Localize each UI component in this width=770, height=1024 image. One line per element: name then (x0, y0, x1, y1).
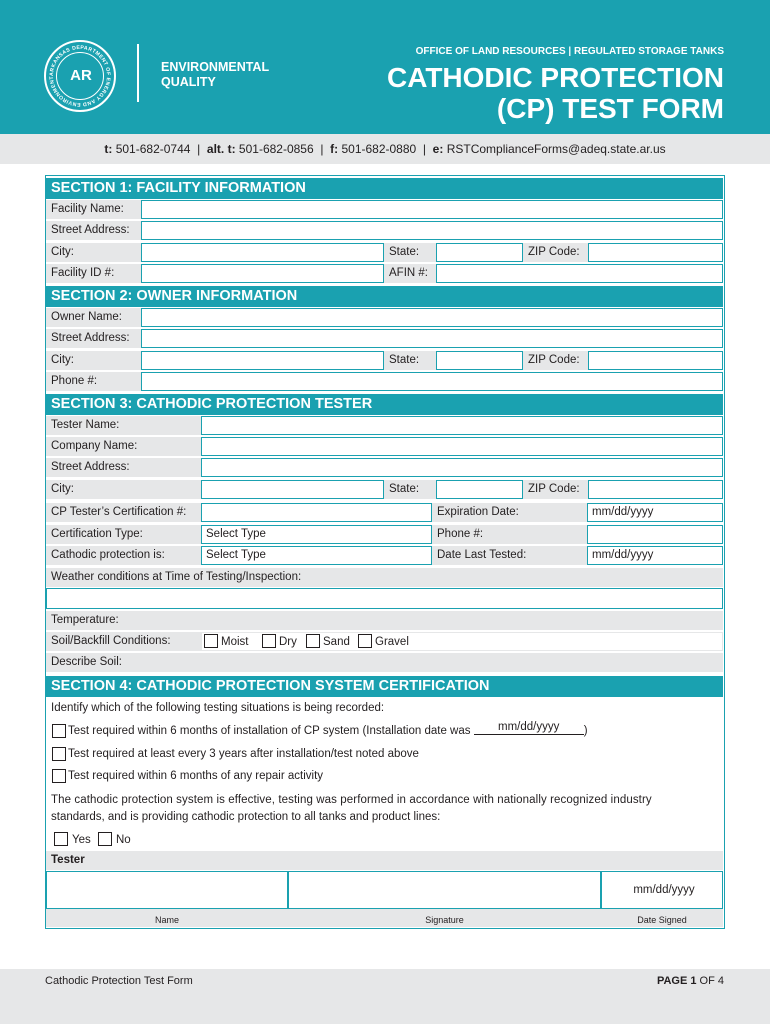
tester-signature-field[interactable] (288, 871, 601, 909)
form-title-line2: (CP) TEST FORM (496, 93, 724, 124)
page-total: OF 4 (699, 975, 724, 987)
tester-name-field[interactable] (201, 416, 723, 435)
owner-phone-label: Phone #: (46, 372, 141, 391)
facility-zip-field[interactable] (588, 243, 723, 262)
cert-type-select[interactable]: Select Type (201, 525, 432, 544)
contact-separator: | (197, 142, 201, 156)
soil-moist-label: Moist (221, 636, 249, 648)
tester-state-label: State: (384, 480, 436, 499)
cp-is-select[interactable]: Select Type (201, 546, 432, 565)
email-value[interactable]: RSTComplianceForms@adeq.state.ar.us (446, 142, 666, 156)
weather-label: Weather conditions at Time of Testing/Inspection: (46, 568, 723, 587)
date-signed-caption: Date Signed (637, 915, 687, 925)
facility-city-field[interactable] (141, 243, 384, 262)
date-signed-field[interactable]: mm/dd/yyyy (601, 871, 723, 909)
footer-form-name: Cathodic Protection Test Form (45, 975, 193, 987)
tester-state-field[interactable] (436, 480, 523, 499)
owner-city-label: City: (46, 351, 141, 370)
soil-dry-label: Dry (279, 636, 297, 648)
describe-soil-label: Describe Soil: (46, 653, 723, 672)
soil-gravel-label: Gravel (375, 636, 409, 648)
section2-header: SECTION 2: OWNER INFORMATION (46, 286, 723, 307)
tester-city-field[interactable] (201, 480, 384, 499)
tester-name-label: Tester Name: (46, 416, 201, 435)
facility-id-field[interactable] (141, 264, 384, 283)
owner-zip-label: ZIP Code: (523, 351, 588, 370)
owner-name-field[interactable] (141, 308, 723, 327)
contact-separator: | (422, 142, 426, 156)
facility-name-field[interactable] (141, 200, 723, 219)
expiration-date-label: Expiration Date: (432, 503, 587, 522)
office-line: OFFICE OF LAND RESOURCES | REGULATED STORAGE TANKS (415, 46, 724, 57)
soil-conditions-label: Soil/Backfill Conditions: (46, 632, 201, 651)
option1-text (68, 723, 588, 740)
section3-header: SECTION 3: CATHODIC PROTECTION TESTER (46, 394, 723, 415)
signature-caption: Signature (425, 915, 464, 925)
soil-options-group (201, 632, 723, 651)
tester-zip-field[interactable] (588, 480, 723, 499)
facility-street-field[interactable] (141, 221, 723, 240)
owner-name-label: Owner Name: (46, 308, 141, 327)
tester-street-field[interactable] (201, 458, 723, 477)
state-outline-icon (56, 52, 104, 100)
owner-zip-field[interactable] (588, 351, 723, 370)
facility-street-label: Street Address: (46, 221, 141, 240)
certification-statement-line1: The cathodic protection system is effective, testing was performed in accordance with nationally recognized industry (51, 794, 652, 806)
soil-gravel-checkbox[interactable] (358, 634, 372, 648)
tester-city-label: City: (46, 480, 201, 499)
email-label: e: (432, 142, 444, 156)
agency-name: ENVIRONMENTAL QUALITY (161, 60, 269, 89)
installation-date-field[interactable]: mm/dd/yyyy (474, 721, 584, 735)
contact-separator: | (320, 142, 324, 156)
section4-header: SECTION 4: CATHODIC PROTECTION SYSTEM CERTIFICATION (46, 676, 723, 697)
afin-label: AFIN #: (384, 264, 436, 283)
section1-header: SECTION 1: FACILITY INFORMATION (46, 178, 723, 199)
alt-phone-label: alt. t: (206, 142, 236, 156)
no-checkbox[interactable] (98, 832, 112, 846)
owner-city-field[interactable] (141, 351, 384, 370)
cert-type-label: Certification Type: (46, 525, 201, 544)
tester-phone-field[interactable] (587, 525, 723, 544)
fax-value: 501-682-0880 (341, 142, 417, 156)
certification-statement-line2: standards, and is providing cathodic protection to all tanks and product lines: (51, 811, 441, 823)
phone-label: t: (104, 142, 113, 156)
soil-sand-checkbox[interactable] (306, 634, 320, 648)
cert-number-field[interactable] (201, 503, 432, 522)
facility-city-label: City: (46, 243, 141, 262)
alt-phone-value: 501-682-0856 (238, 142, 314, 156)
form-title-line1: CATHODIC PROTECTION (386, 62, 724, 93)
page-header (0, 0, 770, 134)
form-title (387, 62, 724, 124)
yes-label: Yes (72, 834, 91, 846)
page-label: PAGE (656, 975, 688, 987)
owner-state-field[interactable] (436, 351, 523, 370)
tester-street-label: Street Address: (46, 458, 201, 477)
option1-label: Test required within 6 months of installation of CP system (Installation date was (68, 725, 474, 737)
no-label: No (116, 834, 131, 846)
yes-checkbox[interactable] (54, 832, 68, 846)
header-divider (137, 44, 139, 102)
facility-zip-label: ZIP Code: (523, 243, 588, 262)
form-container (45, 175, 725, 929)
tester-phone-label: Phone #: (432, 525, 587, 544)
soil-moist-checkbox[interactable] (204, 634, 218, 648)
soil-sand-label: Sand (323, 636, 350, 648)
tester-zip-label: ZIP Code: (523, 480, 588, 499)
page-number: 1 (690, 975, 697, 987)
name-caption: Name (154, 915, 179, 925)
company-name-label: Company Name: (46, 437, 201, 456)
facility-state-field[interactable] (436, 243, 523, 262)
option1-close: ) (583, 725, 588, 737)
owner-phone-field[interactable] (141, 372, 723, 391)
seal-ar-text: AR (70, 67, 92, 84)
phone-value: 501-682-0744 (115, 142, 191, 156)
cp-is-label: Cathodic protection is: (46, 546, 201, 565)
date-last-tested-field[interactable]: mm/dd/yyyy (587, 546, 723, 565)
option2-checkbox[interactable] (52, 747, 66, 761)
cert-number-label: CP Tester’s Certification #: (46, 503, 201, 522)
weather-field[interactable] (46, 588, 723, 609)
temperature-label: Temperature: (46, 611, 723, 630)
option2-label: Test required at least every 3 years after installation/test noted above (68, 748, 419, 760)
tester-name-signature-field[interactable] (46, 871, 288, 909)
afin-field[interactable] (436, 264, 723, 283)
facility-id-label: Facility ID #: (46, 264, 141, 283)
date-last-tested-label: Date Last Tested: (432, 546, 587, 565)
soil-dry-checkbox[interactable] (262, 634, 276, 648)
company-name-field[interactable] (201, 437, 723, 456)
owner-street-field[interactable] (141, 329, 723, 348)
owner-state-label: State: (384, 351, 436, 370)
fax-label: f: (330, 142, 339, 156)
agency-seal-logo (44, 40, 116, 112)
section4-intro: Identify which of the following testing situations is being recorded: (51, 702, 385, 714)
expiration-date-field[interactable]: mm/dd/yyyy (587, 503, 723, 522)
contact-bar (0, 134, 770, 164)
tester-heading: Tester (46, 851, 723, 870)
svg-text:ARKANSAS DEPARTMENT OF ENERGY: ARKANSAS DEPARTMENT OF ENERGY AND ENVIRONMENT (48, 44, 112, 108)
option1-checkbox[interactable] (52, 724, 66, 738)
option3-checkbox[interactable] (52, 769, 66, 783)
facility-state-label: State: (384, 243, 436, 262)
option3-label: Test required within 6 months of any repair activity (68, 770, 324, 782)
facility-name-label: Facility Name: (46, 200, 141, 219)
page-indicator (657, 975, 724, 987)
owner-street-label: Street Address: (46, 329, 141, 348)
